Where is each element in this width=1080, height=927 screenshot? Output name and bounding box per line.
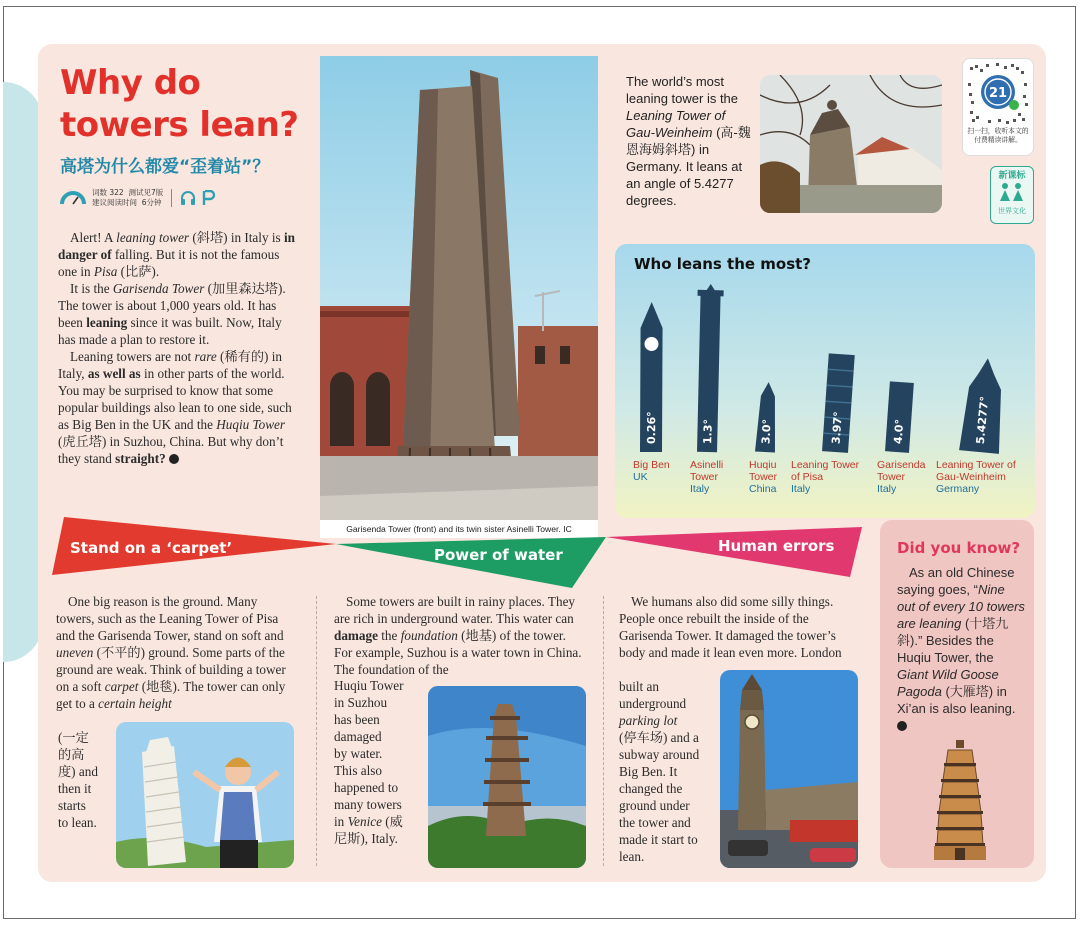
column-divider-1 bbox=[316, 596, 317, 866]
chart-tower-3 bbox=[822, 353, 855, 453]
chart-value-label-1: 1.3° bbox=[701, 418, 715, 445]
did-you-know-title: Did you know? bbox=[897, 539, 1021, 557]
chart-tower-4 bbox=[885, 381, 914, 453]
chart-country-label-0: UK bbox=[633, 471, 648, 483]
curriculum-badge bbox=[990, 166, 1034, 224]
column-carpet-tail: (一定 的高 度) and then it starts to lean. bbox=[58, 730, 98, 830]
qr-caption: 扫一扫，收听本文的付费精读讲解。 bbox=[967, 127, 1029, 144]
chart-category-label-2: Huqiu bbox=[749, 459, 777, 471]
headphones-icon[interactable] bbox=[180, 190, 196, 206]
huqiu-tower-photo bbox=[428, 686, 586, 868]
main-photo-caption: Garisenda Tower (front) and its twin sister Asinelli Tower. IC bbox=[320, 520, 598, 538]
p-flag-icon[interactable] bbox=[202, 190, 216, 206]
chart-tower-1 bbox=[694, 284, 724, 453]
pagoda-icon bbox=[934, 740, 986, 862]
banner-human-title: Human errors bbox=[718, 537, 835, 555]
did-you-know-text: As an old Chinese saying goes, “Nine out of every 10 towers are leaning (十塔九斜).” Besides the Huqiu Tower, the Giant Wild Goose Pagoda (大雁塔) in Xi’an is also leaning. bbox=[897, 564, 1025, 734]
reading-meta bbox=[60, 186, 216, 210]
page-subtitle-cn: 高塔为什么都爱“歪着站”？ bbox=[60, 157, 270, 177]
chart-category-label-4: Tower bbox=[877, 471, 906, 483]
chart-tower-2 bbox=[755, 382, 779, 453]
chart-category-label-0: Big Ben bbox=[633, 459, 670, 471]
clock-face-icon bbox=[644, 337, 658, 351]
qr-number: 21 bbox=[988, 86, 1008, 101]
badge-title: 新课标 bbox=[998, 171, 1026, 181]
pisa-photo bbox=[116, 722, 294, 868]
test-level: 测试见7版 bbox=[128, 188, 164, 197]
worlds-most-leaning-text: The world’s most leaning tower is the Leaning Tower of Gau-Weinheim (高-魏恩海姆斜塔) in Germany. It leans at an angle of 5.4277 degrees. bbox=[626, 74, 751, 208]
section-banners bbox=[50, 513, 870, 591]
chart-category-label-3: Leaning Tower bbox=[791, 459, 860, 471]
chart-category-label-1: Asinelli bbox=[690, 459, 724, 471]
column-human-text: We humans also did some silly things. People once rebuilt the inside of the Garisenda Tower. It damaged the tower’s body and made it lean even more. London bbox=[619, 594, 842, 660]
chart-country-label-5: Germany bbox=[936, 483, 980, 495]
column-water-text: Some towers are built in rainy places. They are rich in underground water. This water can damage the foundation (地基) of the tower. For example, Suzhou is a water town in China. The foundation of the bbox=[334, 594, 582, 677]
page-title: Why do towers lean? bbox=[60, 63, 299, 145]
column-human-tail: built an underground parking lot (停车场) and a subway around Big Ben. It changed the ground under the tower and made it start to lean. bbox=[619, 679, 700, 864]
meta-separator bbox=[171, 189, 172, 207]
qr-code-icon[interactable] bbox=[966, 61, 1030, 125]
side-tab bbox=[3, 82, 43, 662]
end-mark-icon bbox=[169, 454, 179, 464]
end-mark-icon bbox=[897, 721, 907, 731]
chart-country-label-2: China bbox=[749, 483, 777, 495]
speedometer-icon bbox=[60, 190, 86, 206]
column-water-tail: Huqiu Tower in Suzhou has been damaged by water. This also happened to many towers in Venice (威 尼斯), Italy. bbox=[334, 678, 404, 846]
chart-tower-0 bbox=[640, 302, 663, 452]
chart-tower-5 bbox=[959, 357, 1008, 454]
chart-category-label-2: Tower bbox=[749, 471, 778, 483]
column-carpet-text: One big reason is the ground. Many towers, such as the Leaning Tower of Pisa and the Garisenda Tower, stand on soft and uneven (不平的) ground. Some parts of the ground are weak. Think of building a tower on a soft carpet (地毯). The tower can only get to a certain height bbox=[56, 594, 286, 711]
banner-carpet-title: Stand on a ‘carpet’ bbox=[70, 539, 233, 557]
lean-chart bbox=[615, 244, 1035, 518]
banner-water-title: Power of water bbox=[434, 546, 563, 564]
intro-paragraph-3: Leaning towers are not rare (稀有的) in Italy, as well as in other parts of the world. You may be surprised to know that some popular buildings also lean to one side, such as Big Ben in the UK and the Huqiu Tower (虎丘塔) in Suzhou, China. But why don’t they stand straight? bbox=[58, 349, 292, 466]
chart-value-label-3: 3.97° bbox=[829, 411, 845, 445]
chart-category-label-4: Garisenda bbox=[877, 459, 926, 471]
column-divider-2 bbox=[603, 596, 604, 866]
chart-category-label-5: Gau-Weinheim bbox=[936, 471, 1006, 483]
badge-subtitle: 世界文化 bbox=[998, 207, 1026, 215]
chart-category-label-5: Leaning Tower of bbox=[936, 459, 1016, 471]
twin-towers-illustration bbox=[320, 56, 598, 526]
chart-country-label-1: Italy bbox=[690, 483, 710, 495]
chart-country-label-3: Italy bbox=[791, 483, 811, 495]
word-count: 词数 322 bbox=[92, 188, 124, 197]
chart-country-label-4: Italy bbox=[877, 483, 897, 495]
chart-value-label-4: 4.0° bbox=[891, 418, 907, 445]
reading-time: 6分钟 bbox=[141, 198, 162, 207]
big-ben-photo bbox=[720, 670, 858, 868]
intro-article bbox=[58, 229, 298, 467]
chart-category-label-1: Tower bbox=[690, 471, 719, 483]
intro-paragraph-2: It is the Garisenda Tower (加里森达塔). The tower is about 1,000 years old. It has been leaning since it was built. Now, Italy has made a plan to restore it. bbox=[58, 281, 286, 347]
intro-paragraph-1: Alert! A leaning tower (斜塔) in Italy is in danger of falling. But it is not the famous one in Pisa (比萨). bbox=[58, 230, 295, 279]
people-icon bbox=[997, 181, 1027, 203]
chart-category-label-3: of Pisa bbox=[791, 471, 824, 483]
chart-value-label-0: 0.26° bbox=[645, 411, 659, 445]
chart-value-label-5: 5.4277° bbox=[973, 395, 992, 445]
chart-value-label-2: 3.0° bbox=[759, 418, 774, 445]
chart-title: Who leans the most? bbox=[634, 255, 811, 273]
main-photo-garisenda bbox=[320, 56, 598, 526]
gau-weinheim-photo bbox=[760, 75, 942, 213]
reading-time-label: 建议阅读时间 bbox=[92, 198, 137, 207]
